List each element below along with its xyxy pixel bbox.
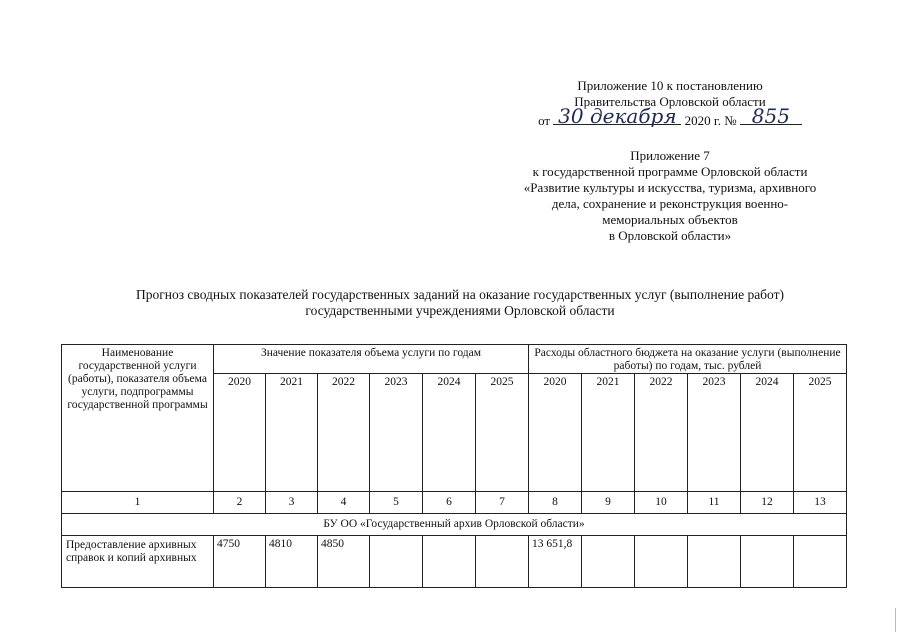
volume-year-2022: 2022 — [318, 374, 370, 492]
column-number: 12 — [741, 492, 794, 514]
volume-year-2023: 2023 — [370, 374, 423, 492]
column-number: 5 — [370, 492, 423, 514]
volume-year-2021: 2021 — [266, 374, 318, 492]
appendix7-line5: мемориальных объектов — [602, 212, 738, 227]
col-name-header: Наименование государственной услуги (работы), показателя объема услуги, подпрограммы государственной программы — [62, 345, 214, 492]
title-line2: государственными учреждениями Орловской области — [305, 303, 615, 318]
expense-cell — [794, 536, 847, 588]
column-number: 13 — [794, 492, 847, 514]
expense-cell — [688, 536, 741, 588]
expense-year-2024: 2024 — [741, 374, 794, 492]
column-number: 6 — [423, 492, 476, 514]
column-number: 11 — [688, 492, 741, 514]
handwritten-number: 855 — [751, 104, 790, 128]
expense-year-2023: 2023 — [688, 374, 741, 492]
column-number: 9 — [582, 492, 635, 514]
volume-year-2020: 2020 — [214, 374, 266, 492]
appendix7-line3: «Развитие культуры и искусства, туризма, архивного — [523, 180, 817, 195]
from-prefix: от — [538, 113, 551, 128]
service-name: Предоставление архивных справок и копий архивных — [62, 536, 214, 588]
volume-cell — [423, 536, 476, 588]
volume-year-2024: 2024 — [423, 374, 476, 492]
expense-header: Расходы областного бюджета на оказание услуги (выполнение работы) по годам, тыс. рублей — [529, 345, 847, 374]
column-number: 10 — [635, 492, 688, 514]
handwritten-date: 30 декабря — [558, 104, 677, 128]
expense-cell: 13 651,8 — [529, 536, 582, 588]
volume-cell: 4850 — [318, 536, 370, 588]
column-number: 4 — [318, 492, 370, 514]
date-field — [553, 104, 681, 128]
appendix7-line6: в Орловской области» — [608, 228, 732, 243]
appendix10-date-line — [470, 104, 870, 129]
volume-cell: 4750 — [214, 536, 266, 588]
volume-year-2025: 2025 — [476, 374, 529, 492]
expense-cell — [635, 536, 688, 588]
appendix10-line2: Правительства Орловской области — [574, 94, 766, 109]
table-row — [62, 536, 847, 588]
appendix10-line1: Приложение 10 к постановлению — [577, 78, 763, 93]
column-number: 2 — [214, 492, 266, 514]
expense-year-2021: 2021 — [582, 374, 635, 492]
column-number-row — [62, 492, 847, 514]
expense-cell — [741, 536, 794, 588]
volume-header: Значение показателя объема услуги по годам — [214, 345, 529, 374]
document-title — [60, 287, 860, 319]
column-number: 3 — [266, 492, 318, 514]
column-number: 8 — [529, 492, 582, 514]
volume-cell — [370, 536, 423, 588]
number-field — [740, 104, 802, 128]
appendix7-line1: Приложение 7 — [630, 148, 710, 163]
volume-cell: 4810 — [266, 536, 318, 588]
column-number: 1 — [62, 492, 214, 514]
expense-year-2025: 2025 — [794, 374, 847, 492]
expense-year-2020: 2020 — [529, 374, 582, 492]
section-title: БУ ОО «Государственный архив Орловской области» — [62, 514, 847, 536]
year-suffix: 2020 г. № — [684, 113, 737, 128]
appendix7-header — [470, 148, 870, 244]
appendix10-header — [470, 78, 870, 129]
volume-cell — [476, 536, 529, 588]
appendix7-line4: дела, сохранение и реконструкция военно- — [551, 196, 789, 211]
title-line1: Прогноз сводных показателей государственных заданий на оказание государственных услуг (выполнение работ) — [135, 287, 785, 302]
scan-edge-mark — [895, 608, 896, 632]
expense-year-2022: 2022 — [635, 374, 688, 492]
forecast-table — [61, 344, 847, 588]
expense-cell — [582, 536, 635, 588]
column-number: 7 — [476, 492, 529, 514]
appendix7-line2: к государственной программе Орловской области — [532, 164, 808, 179]
